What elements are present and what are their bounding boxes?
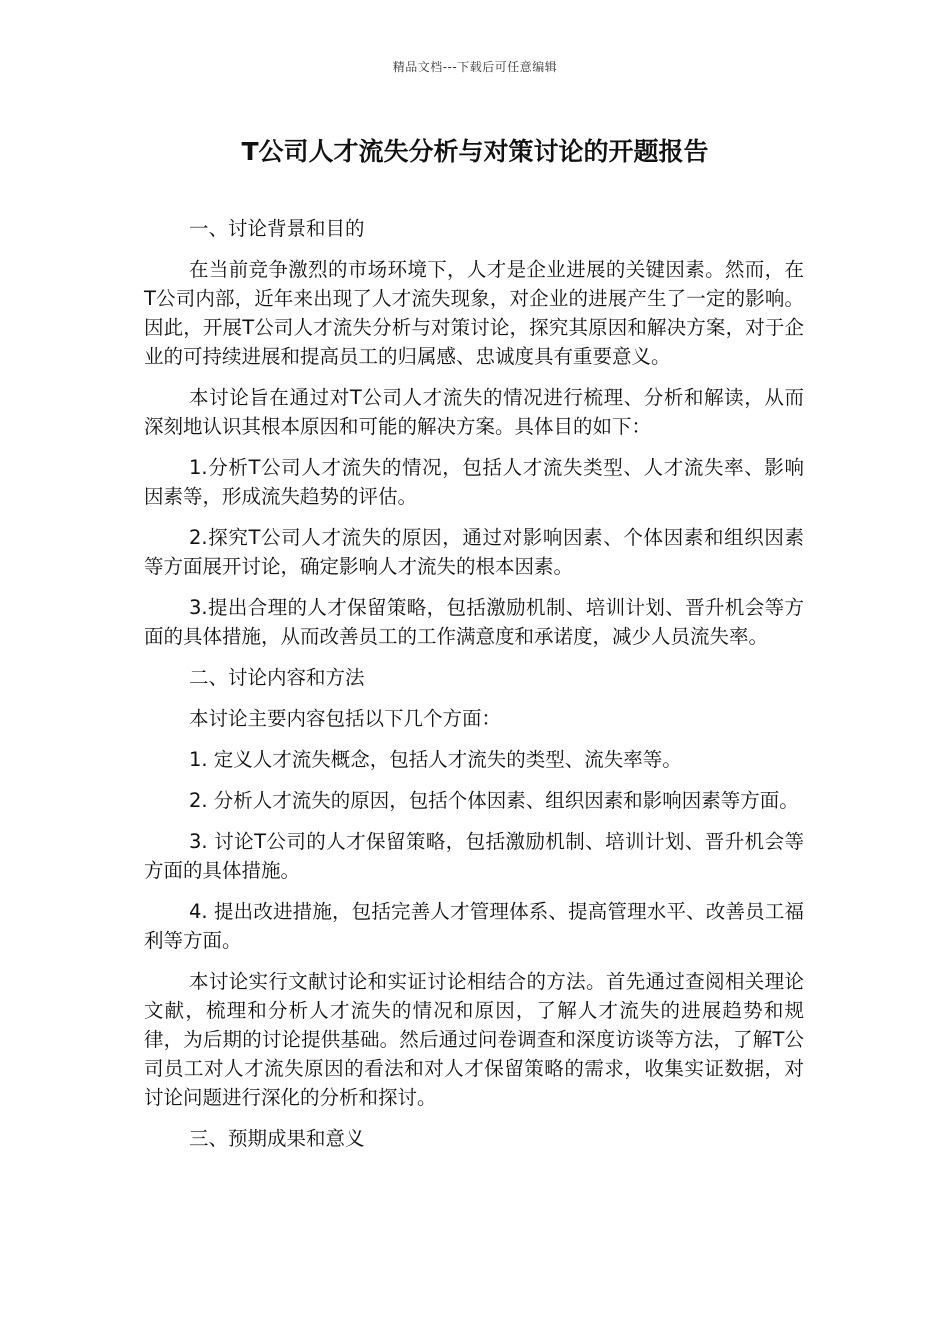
section-heading-content-methods: 二、讨论内容和方法	[189, 666, 365, 689]
paragraph-content-intro: 本讨论主要内容包括以下几个方面：	[189, 707, 502, 730]
document-title: T公司人才流失分析与对策讨论的开题报告	[241, 137, 709, 166]
content-item-1: 1. 定义人才流失概念，包括人才流失的类型、流失率等。	[189, 748, 682, 771]
header-note: 精品文档---下载后可任意编辑	[392, 60, 558, 74]
content-item-4: 4. 提出改进措施，包括完善人才管理体系、提高管理水平、改善员工福利等方面。	[144, 900, 804, 952]
document-body	[144, 214, 804, 1165]
purpose-item-2: 2.探究T公司人才流失的原因，通过对影响因素、个体因素和组织因素等方面展开讨论，确定影响人才流失的根本因素。	[144, 526, 804, 578]
purpose-item-3: 3.提出合理的人才保留策略，包括激励机制、培训计划、晋升机会等方面的具体措施，从而改善员工的工作满意度和承诺度，减少人员流失率。	[144, 596, 804, 648]
content-item-3: 3. 讨论T公司的人才保留策略，包括激励机制、培训计划、晋升机会等方面的具体措施。	[144, 830, 804, 882]
paragraph-purpose: 本讨论旨在通过对T公司人才流失的情况进行梳理、分析和解读，从而深刻地认识其根本原因和可能的解决方案。具体目的如下：	[144, 386, 804, 438]
purpose-item-1: 1.分析T公司人才流失的情况，包括人才流失类型、人才流失率、影响因素等，形成流失趋势的评估。	[144, 456, 804, 508]
section-heading-outcomes: 三、预期成果和意义	[189, 1127, 365, 1150]
content-item-2: 2. 分析人才流失的原因，包括个体因素、组织因素和影响因素等方面。	[189, 789, 799, 812]
paragraph-methods: 本讨论实行文献讨论和实证讨论相结合的方法。首先通过查阅相关理论文献，梳理和分析人才流失的情况和原因，了解人才流失的进展趋势和规律，为后期的讨论提供基础。然后通过问卷调查和深度访谈等方法，了解T公司员工对人才流失原因的看法和对人才保留策略的需求，收集实证数据，对讨论问题进行深化的分析和探讨。	[144, 970, 804, 1109]
section-heading-background: 一、讨论背景和目的	[189, 217, 365, 240]
paragraph-background: 在当前竞争激烈的市场环境下，人才是企业进展的关键因素。然而，在T公司内部，近年来出现了人才流失现象，对企业的进展产生了一定的影响。因此，开展T公司人才流失分析与对策讨论，探究其原因和解决方案，对于企业的可持续进展和提高员工的归属感、忠诚度具有重要意义。	[144, 258, 804, 368]
